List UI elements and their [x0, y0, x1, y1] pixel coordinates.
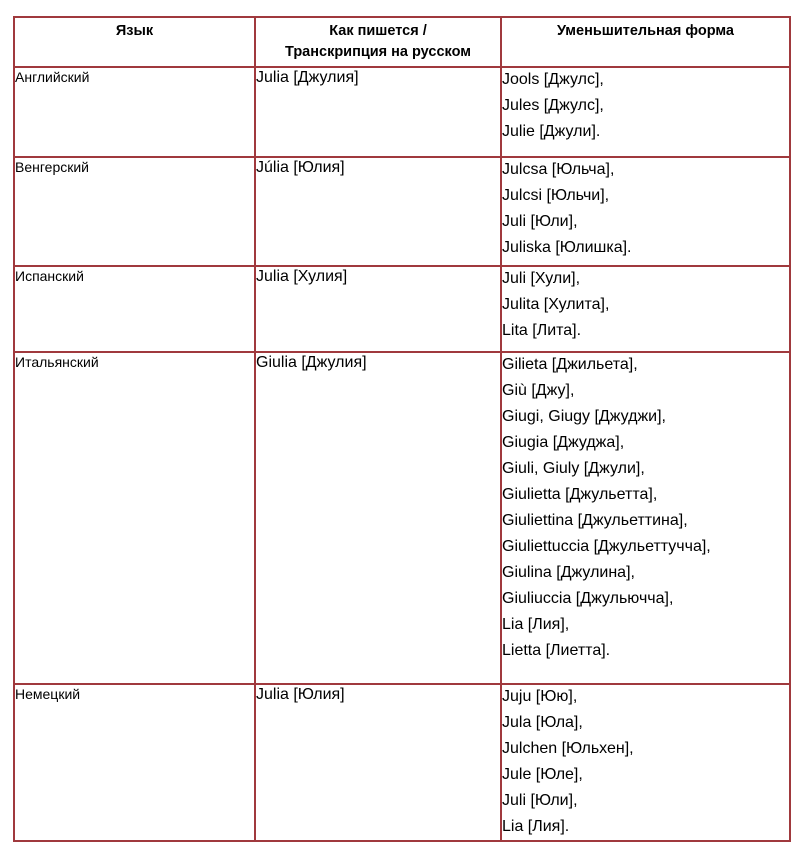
- diminutive-cell: [501, 352, 790, 684]
- header-diminutive: Уменьшительная форма: [501, 17, 790, 67]
- diminutive-item: Juliska [Юлишка].: [502, 239, 632, 256]
- diminutive-item: Giuli, Giuly [Джули],: [502, 460, 645, 477]
- spelling-cell: Giulia [Джулия]: [255, 352, 501, 684]
- diminutive-item: Giugi, Giugy [Джуджи],: [502, 408, 666, 425]
- table-row: [14, 67, 790, 157]
- diminutive-item: Jula [Юла],: [502, 714, 583, 731]
- diminutive-item: Giugia [Джуджа],: [502, 434, 625, 451]
- spelling-cell: Julia [Хулия]: [255, 266, 501, 352]
- diminutive-item: Jule [Юле],: [502, 766, 583, 783]
- table-header-row: [14, 17, 790, 67]
- spelling-cell: Júlia [Юлия]: [255, 157, 501, 266]
- diminutive-item: Jools [Джулс],: [502, 71, 604, 88]
- diminutive-item: Julcsi [Юльчи],: [502, 187, 610, 204]
- diminutive-item: Lietta [Лиетта].: [502, 642, 611, 659]
- spelling-cell: Julia [Джулия]: [255, 67, 501, 157]
- diminutive-item: Giulietta [Джульетта],: [502, 486, 658, 503]
- diminutive-item: Lia [Лия].: [502, 818, 570, 835]
- table-row: [14, 352, 790, 684]
- diminutive-item: Giù [Джу],: [502, 382, 575, 399]
- diminutive-cell: [501, 684, 790, 841]
- diminutive-item: Julchen [Юльхен],: [502, 740, 634, 757]
- header-language: Язык: [14, 17, 255, 67]
- diminutive-item: Lia [Лия],: [502, 616, 570, 633]
- diminutive-item: Jules [Джулс],: [502, 97, 604, 114]
- diminutive-item: Gilieta [Джильета],: [502, 356, 638, 373]
- language-cell: Итальянский: [14, 352, 255, 684]
- language-cell: Венгерский: [14, 157, 255, 266]
- table-row: [14, 157, 790, 266]
- spelling-cell: Julia [Юлия]: [255, 684, 501, 841]
- diminutive-item: Lita [Лита].: [502, 322, 582, 339]
- diminutive-item: Julie [Джули].: [502, 123, 601, 140]
- diminutive-item: Giuliuccia [Джульючча],: [502, 590, 674, 607]
- language-cell: Немецкий: [14, 684, 255, 841]
- diminutive-item: Juli [Хули],: [502, 270, 581, 287]
- diminutive-item: Julcsa [Юльча],: [502, 161, 615, 178]
- diminutive-item: Giuliettina [Джульеттина],: [502, 512, 688, 529]
- diminutive-item: Juli [Юли],: [502, 213, 578, 230]
- language-cell: Испанский: [14, 266, 255, 352]
- diminutive-item: Juju [Юю],: [502, 688, 578, 705]
- diminutive-cell: [501, 67, 790, 157]
- diminutive-item: Julita [Хулита],: [502, 296, 610, 313]
- diminutive-item: Giulina [Джулина],: [502, 564, 635, 581]
- names-table: [13, 16, 791, 842]
- diminutive-item: Giuliettuccia [Джульеттучча],: [502, 538, 711, 555]
- table-row: [14, 684, 790, 841]
- diminutive-item: Juli [Юли],: [502, 792, 578, 809]
- diminutive-cell: [501, 266, 790, 352]
- header-spelling: Как пишется / Транскрипция на русском: [255, 17, 501, 67]
- language-cell: Английский: [14, 67, 255, 157]
- table-row: [14, 266, 790, 352]
- diminutive-cell: [501, 157, 790, 266]
